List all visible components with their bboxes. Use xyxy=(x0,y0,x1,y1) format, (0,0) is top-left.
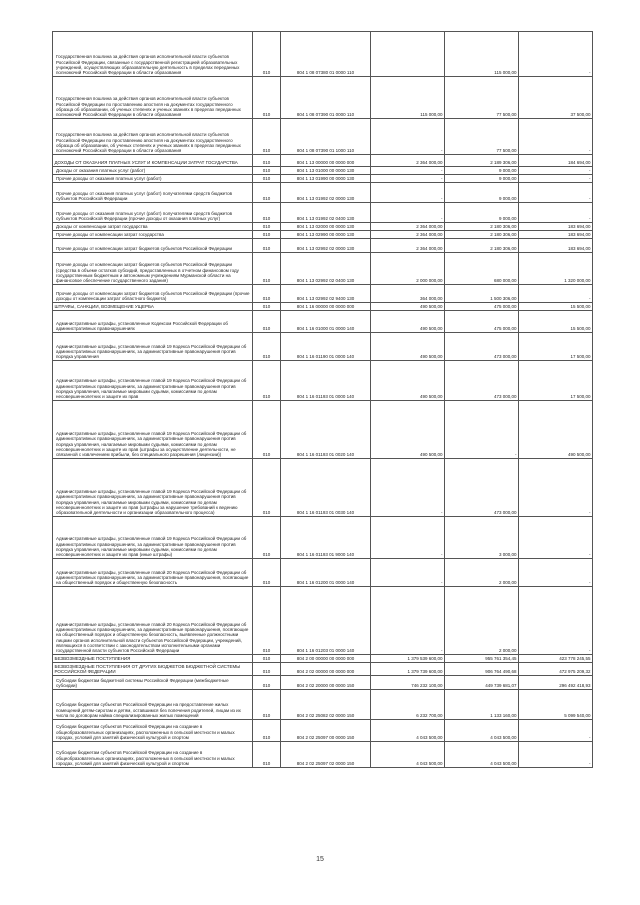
row-name-cell: Государственная пошлина за действия органов исполнительной власти субъектов Российской Федерации по проставлению апостиля на документах государственного образца об образовании, об ученых степенях и ученых званиях в пределах переданных полномочий Российской Федерации в области образования xyxy=(53,119,253,155)
row-rest-cell: - xyxy=(519,719,593,741)
table-row xyxy=(53,719,593,741)
row-plan-cell: 2 364 000,00 xyxy=(371,239,445,253)
table-row xyxy=(53,333,593,361)
row-name-cell: БЕЗВОЗМЕЗДНЫЕ ПОСТУПЛЕНИЯ ОТ ДРУГИХ БЮДЖЕТОВ БЮДЖЕТНОЙ СИСТЕМЫ РОССИЙСКОЙ ФЕДЕРАЦИИ xyxy=(53,663,253,676)
row-done-cell: 2 180 306,00 xyxy=(445,231,519,239)
row-kbk-cell: 804 2 00 00000 00 0000 000 xyxy=(281,655,371,663)
table-body xyxy=(53,32,593,768)
row-kbk-cell: 804 1 08 07390 01 1000 110 xyxy=(281,119,371,155)
row-code-cell: 010 xyxy=(253,239,281,253)
budget-report-sheet xyxy=(52,31,592,768)
row-name-cell: Субсидии бюджетам субъектов Российской Федерации на создание в общеобразовательных организациях, расположенных в сельской местности и малых городах, условий для занятий физической культурой и спортом xyxy=(53,741,253,767)
table-row xyxy=(53,239,593,253)
row-code-cell: 010 xyxy=(253,77,281,119)
row-rest-cell: 15 500,00 xyxy=(519,303,593,311)
row-code-cell: 010 xyxy=(253,175,281,183)
row-rest-cell: - xyxy=(519,119,593,155)
row-rest-cell: 183 694,00 xyxy=(519,239,593,253)
row-done-cell: 2 180 306,00 xyxy=(445,223,519,231)
row-kbk-cell: 804 1 16 01190 01 0000 140 xyxy=(281,333,371,361)
row-rest-cell: 17 500,00 xyxy=(519,361,593,401)
row-kbk-cell: 804 2 02 25082 02 0000 150 xyxy=(281,689,371,719)
row-kbk-cell: 804 1 16 01193 01 0000 140 xyxy=(281,361,371,401)
row-plan-cell: 490 500,00 xyxy=(371,303,445,311)
row-name-cell: Административные штрафы, установленные главой 20 Кодекса Российской Федерации об административных правонарушениях, за административные правонарушения, посягающие на общественный порядок и общественную безопасность xyxy=(53,559,253,587)
table-row xyxy=(53,183,593,203)
row-name-cell: Прочие доходы от оказания платных услуг (работ) xyxy=(53,175,253,183)
row-rest-cell: 472 975 209,32 xyxy=(519,663,593,676)
row-plan-cell: 490 500,00 xyxy=(371,401,445,459)
row-name-cell: ДОХОДЫ ОТ ОКАЗАНИЯ ПЛАТНЫХ УСЛУГ И КОМПЕНСАЦИИ ЗАТРАТ ГОСУДАРСТВА xyxy=(53,155,253,167)
row-name-cell: Прочие доходы от компенсации затрат бюджетов субъектов Российской Федерации (средства в объеме остатков субсидий, предоставленных в отчетном финансовом году государственным бюджетным и автономным учреждениям Мурманской области на финансовое обеспечение государственного задания) xyxy=(53,253,253,285)
revenue-execution-table xyxy=(52,31,593,768)
row-done-cell: 473 000,00 xyxy=(445,361,519,401)
row-rest-cell: - xyxy=(519,559,593,587)
row-rest-cell: - xyxy=(519,175,593,183)
row-kbk-cell: 804 1 08 07390 01 0000 110 xyxy=(281,77,371,119)
row-code-cell: 010 xyxy=(253,663,281,676)
row-code-cell: 010 xyxy=(253,741,281,767)
row-done-cell: 9 000,00 xyxy=(445,203,519,223)
row-plan-cell: 490 500,00 xyxy=(371,311,445,333)
row-kbk-cell: 804 1 08 07380 01 0000 110 xyxy=(281,32,371,77)
table-row xyxy=(53,675,593,689)
row-code-cell: 010 xyxy=(253,559,281,587)
row-name-cell: Административные штрафы, установленные главой 19 Кодекса Российской Федерации об административных правонарушениях, за административные правонарушения против порядка управления, налагаемые мировыми судьями, комиссиями по делам несовершеннолетних и защите их прав (иные штрафы) xyxy=(53,517,253,559)
table-row xyxy=(53,167,593,175)
table-row xyxy=(53,77,593,119)
row-done-cell: 2 189 306,00 xyxy=(445,155,519,167)
row-rest-cell: 15 500,00 xyxy=(519,311,593,333)
row-name-cell: Субсидии бюджетам бюджетной системы Российской Федерации (межбюджетные субсидии) xyxy=(53,675,253,689)
row-name-cell: Прочие доходы от компенсации затрат бюджетов субъектов Российской Федерации (прочие доходы от компенсации затрат областного бюджета) xyxy=(53,285,253,303)
row-code-cell: 010 xyxy=(253,361,281,401)
table-row xyxy=(53,119,593,155)
row-name-cell: Административные штрафы, установленные главой 19 Кодекса Российской Федерации об административных правонарушениях, за административные правонарушения против порядка управления, налагаемые мировыми судьями, комиссиями по делам несовершеннолетних и защите их прав (штрафы за нарушение требований к ведению образовательной деятельности и организации образовательного процесса) xyxy=(53,459,253,517)
row-plan-cell: - xyxy=(371,459,445,517)
row-plan-cell: 364 000,00 xyxy=(371,285,445,303)
table-row xyxy=(53,559,593,587)
table-row xyxy=(53,587,593,655)
table-row xyxy=(53,689,593,719)
row-name-cell: Административные штрафы, установленные главой 19 Кодекса Российской Федерации об административных правонарушениях, за административные правонарушения против порядка управления xyxy=(53,333,253,361)
row-plan-cell: 2 364 000,00 xyxy=(371,155,445,167)
row-plan-cell: - xyxy=(371,587,445,655)
row-done-cell: 3 000,00 xyxy=(445,517,519,559)
row-rest-cell: - xyxy=(519,517,593,559)
row-rest-cell: - xyxy=(519,587,593,655)
table-row xyxy=(53,401,593,459)
row-name-cell: Прочие доходы от компенсации затрат бюджетов субъектов Российской Федерации xyxy=(53,239,253,253)
row-code-cell: 010 xyxy=(253,517,281,559)
row-done-cell: 2 000,00 xyxy=(445,559,519,587)
row-rest-cell: 37 500,00 xyxy=(519,77,593,119)
row-kbk-cell: 804 2 02 00000 00 0000 000 xyxy=(281,663,371,676)
row-rest-cell: - xyxy=(519,203,593,223)
row-code-cell: 010 xyxy=(253,311,281,333)
row-done-cell: 4 043 500,00 xyxy=(445,741,519,767)
row-code-cell: 010 xyxy=(253,203,281,223)
row-done-cell: 1 133 160,00 xyxy=(445,689,519,719)
row-code-cell: 010 xyxy=(253,303,281,311)
table-row xyxy=(53,231,593,239)
row-rest-cell: - xyxy=(519,741,593,767)
row-kbk-cell: 804 1 13 02000 00 0000 130 xyxy=(281,223,371,231)
row-done-cell: 680 000,00 xyxy=(445,253,519,285)
row-kbk-cell: 804 1 13 01992 02 0000 130 xyxy=(281,183,371,203)
row-rest-cell: 296 492 418,93 xyxy=(519,675,593,689)
row-rest-cell: 1 320 000,00 xyxy=(519,253,593,285)
row-code-cell: 010 xyxy=(253,167,281,175)
row-done-cell: - xyxy=(445,401,519,459)
row-kbk-cell: 804 1 16 01193 01 0030 140 xyxy=(281,459,371,517)
row-plan-cell: 4 043 500,00 xyxy=(371,719,445,741)
row-kbk-cell: 804 1 13 00000 00 0000 000 xyxy=(281,155,371,167)
table-row xyxy=(53,175,593,183)
row-done-cell: 77 500,00 xyxy=(445,77,519,119)
row-done-cell: 77 500,00 xyxy=(445,119,519,155)
row-done-cell: 2 000,00 xyxy=(445,587,519,655)
row-plan-cell: - xyxy=(371,119,445,155)
row-done-cell: 449 739 681,07 xyxy=(445,675,519,689)
row-rest-cell: - xyxy=(519,183,593,203)
row-plan-cell xyxy=(371,32,445,77)
row-code-cell: 010 xyxy=(253,655,281,663)
row-name-cell: ШТРАФЫ, САНКЦИИ, ВОЗМЕЩЕНИЕ УЩЕРБА xyxy=(53,303,253,311)
row-plan-cell: 490 500,00 xyxy=(371,333,445,361)
row-rest-cell: 5 099 540,00 xyxy=(519,689,593,719)
row-code-cell: 010 xyxy=(253,333,281,361)
row-rest-cell: 183 694,00 xyxy=(519,231,593,239)
row-name-cell: Доходы от оказания платных услуг (работ) xyxy=(53,167,253,175)
row-done-cell: 1 500 306,00 xyxy=(445,285,519,303)
row-done-cell: 9 000,00 xyxy=(445,167,519,175)
row-rest-cell: 423 778 245,55 xyxy=(519,655,593,663)
row-kbk-cell: 804 1 13 02992 02 9400 130 xyxy=(281,285,371,303)
row-kbk-cell: 804 1 13 02992 02 0400 130 xyxy=(281,253,371,285)
row-name-cell: Прочие доходы от оказания платных услуг (работ) получателями средств бюджетов субъектов Российской Федерации xyxy=(53,183,253,203)
row-plan-cell: 746 232 100,00 xyxy=(371,675,445,689)
row-done-cell: 955 761 354,45 xyxy=(445,655,519,663)
row-rest-cell: - xyxy=(519,459,593,517)
page-number: 15 xyxy=(316,856,324,863)
table-row xyxy=(53,32,593,77)
row-name-cell: Прочие доходы от оказания платных услуг (работ) получателями средств бюджетов субъектов Российской Федерации (прочие доходы от оказания платных услуг) xyxy=(53,203,253,223)
row-name-cell: Прочие доходы от компенсации затрат государства xyxy=(53,231,253,239)
row-rest-cell: 183 694,00 xyxy=(519,223,593,231)
row-plan-cell: - xyxy=(371,175,445,183)
row-done-cell: 906 764 490,68 xyxy=(445,663,519,676)
row-kbk-cell: 804 1 13 02990 00 0000 130 xyxy=(281,231,371,239)
row-done-cell: 2 180 306,00 xyxy=(445,239,519,253)
row-plan-cell: 490 500,00 xyxy=(371,361,445,401)
row-plan-cell: 115 000,00 xyxy=(371,77,445,119)
row-kbk-cell: 804 1 13 01992 02 0400 130 xyxy=(281,203,371,223)
row-name-cell: БЕЗВОЗМЕЗДНЫЕ ПОСТУПЛЕНИЯ xyxy=(53,655,253,663)
row-plan-cell: 6 232 700,00 xyxy=(371,689,445,719)
row-done-cell: 9 000,00 xyxy=(445,175,519,183)
row-plan-cell: 2 364 000,00 xyxy=(371,223,445,231)
table-row xyxy=(53,155,593,167)
row-kbk-cell: 804 1 16 01000 01 0000 140 xyxy=(281,311,371,333)
row-plan-cell: 1 379 539 600,00 xyxy=(371,655,445,663)
table-row xyxy=(53,655,593,663)
row-code-cell: 010 xyxy=(253,459,281,517)
row-name-cell: Субсидии бюджетам субъектов Российской Федерации на создание в общеобразовательных организациях, расположенных в сельской местности и малых городах, условий для занятий физической культурой и спортом xyxy=(53,719,253,741)
table-row xyxy=(53,361,593,401)
row-rest-cell: 184 694,00 xyxy=(519,155,593,167)
row-code-cell: 010 xyxy=(253,183,281,203)
row-name-cell: Государственная пошлина за действия органов исполнительной власти субъектов Российской Федерации, связанные с государственной регистрацией образовательных учреждений, осуществляющих образовательную деятельность в пределах переданных полномочий Российской Федерации в области образования xyxy=(53,32,253,77)
row-name-cell: Государственная пошлина за действия органов исполнительной власти субъектов Российской Федерации по проставлению апостиля на документах государственного образца об образовании, об ученых степенях и ученых званиях в пределах переданных полномочий Российской Федерации в области образования xyxy=(53,77,253,119)
row-rest-cell: - xyxy=(519,167,593,175)
row-plan-cell: 4 043 500,00 xyxy=(371,741,445,767)
table-row xyxy=(53,741,593,767)
row-kbk-cell: 804 1 13 02992 02 0000 130 xyxy=(281,239,371,253)
table-row xyxy=(53,517,593,559)
row-code-cell: 010 xyxy=(253,587,281,655)
row-code-cell: 010 xyxy=(253,231,281,239)
row-code-cell: 010 xyxy=(253,401,281,459)
row-code-cell: 010 xyxy=(253,675,281,689)
table-row xyxy=(53,203,593,223)
row-code-cell: 010 xyxy=(253,285,281,303)
row-plan-cell: - xyxy=(371,559,445,587)
row-code-cell: 010 xyxy=(253,223,281,231)
row-done-cell: 475 000,00 xyxy=(445,303,519,311)
row-done-cell: 4 043 500,00 xyxy=(445,719,519,741)
row-plan-cell: - xyxy=(371,167,445,175)
row-name-cell: Субсидии бюджетам субъектов Российской Федерации на предоставление жилых помещений детям-сиротам и детям, оставшимся без попечения родителей, лицам из их числа по договорам найма специализированных жилых помещений xyxy=(53,689,253,719)
row-kbk-cell: 804 1 16 01193 01 9000 140 xyxy=(281,517,371,559)
table-row xyxy=(53,311,593,333)
row-kbk-cell: 804 1 16 01193 01 0020 140 xyxy=(281,401,371,459)
row-kbk-cell: 804 2 02 20000 00 0000 150 xyxy=(281,675,371,689)
row-kbk-cell: 804 2 02 25097 00 0000 150 xyxy=(281,719,371,741)
row-name-cell: Доходы от компенсации затрат государства xyxy=(53,223,253,231)
row-code-cell: 010 xyxy=(253,119,281,155)
row-kbk-cell: 804 1 16 00000 00 0000 000 xyxy=(281,303,371,311)
row-rest-cell: - xyxy=(519,285,593,303)
row-plan-cell: 1 379 739 600,00 xyxy=(371,663,445,676)
row-name-cell: Административные штрафы, установленные главой 19 Кодекса Российской Федерации об административных правонарушениях, за административные правонарушения против порядка управления, налагаемые мировыми судьями, комиссиями по делам несовершеннолетних и защите их прав (штрафы за осуществление деятельности, не связанной с извлечением прибыли, без специального разрешения (лицензии)) xyxy=(53,401,253,459)
row-kbk-cell: 804 1 13 01000 00 0000 130 xyxy=(281,167,371,175)
row-code-cell: 010 xyxy=(253,155,281,167)
row-code-cell: 010 xyxy=(253,32,281,77)
table-row xyxy=(53,223,593,231)
row-done-cell: 475 000,00 xyxy=(445,311,519,333)
row-kbk-cell: 804 1 16 01200 01 0000 140 xyxy=(281,559,371,587)
row-name-cell: Административные штрафы, установленные Кодексом Российской Федерации об административных правонарушениях xyxy=(53,311,253,333)
row-done-cell: 473 000,00 xyxy=(445,459,519,517)
row-done-cell: 9 000,00 xyxy=(445,183,519,203)
row-name-cell: Административные штрафы, установленные главой 20 Кодекса Российской Федерации об административных правонарушениях, за административные правонарушения, посягающие на общественный порядок и общественную безопасность, выявленные должностными лицами органов исполнительной власти субъектов Российской Федерации, учреждений, являющихся в соответствии с законодательством исполнительными органами государственной власти субъектов Российской Федерации xyxy=(53,587,253,655)
row-kbk-cell: 804 1 13 01990 00 0000 130 xyxy=(281,175,371,183)
table-row xyxy=(53,285,593,303)
row-plan-cell: 2 364 000,00 xyxy=(371,231,445,239)
row-code-cell: 010 xyxy=(253,719,281,741)
table-row xyxy=(53,459,593,517)
row-name-cell: Административные штрафы, установленные главой 19 Кодекса Российской Федерации об административных правонарушениях, за административные правонарушения против порядка управления, налагаемые мировыми судьями, комиссиями по делам несовершеннолетних и защите их прав xyxy=(53,361,253,401)
table-row xyxy=(53,303,593,311)
row-code-cell: 010 xyxy=(253,689,281,719)
row-done-cell: 473 000,00 xyxy=(445,333,519,361)
row-plan-cell: 2 000 000,00 xyxy=(371,253,445,285)
row-rest-cell: 17 500,00 xyxy=(519,333,593,361)
row-plan-cell: - xyxy=(371,517,445,559)
row-rest-cell: - xyxy=(519,32,593,77)
row-kbk-cell: 804 2 02 25097 02 0000 150 xyxy=(281,741,371,767)
row-plan-cell: - xyxy=(371,203,445,223)
row-rest-cell: 490 500,00 xyxy=(519,401,593,459)
row-plan-cell: - xyxy=(371,183,445,203)
table-row xyxy=(53,663,593,676)
row-code-cell: 010 xyxy=(253,253,281,285)
table-row xyxy=(53,253,593,285)
row-done-cell: 115 000,00 xyxy=(445,32,519,77)
row-kbk-cell: 804 1 16 01203 01 0000 140 xyxy=(281,587,371,655)
